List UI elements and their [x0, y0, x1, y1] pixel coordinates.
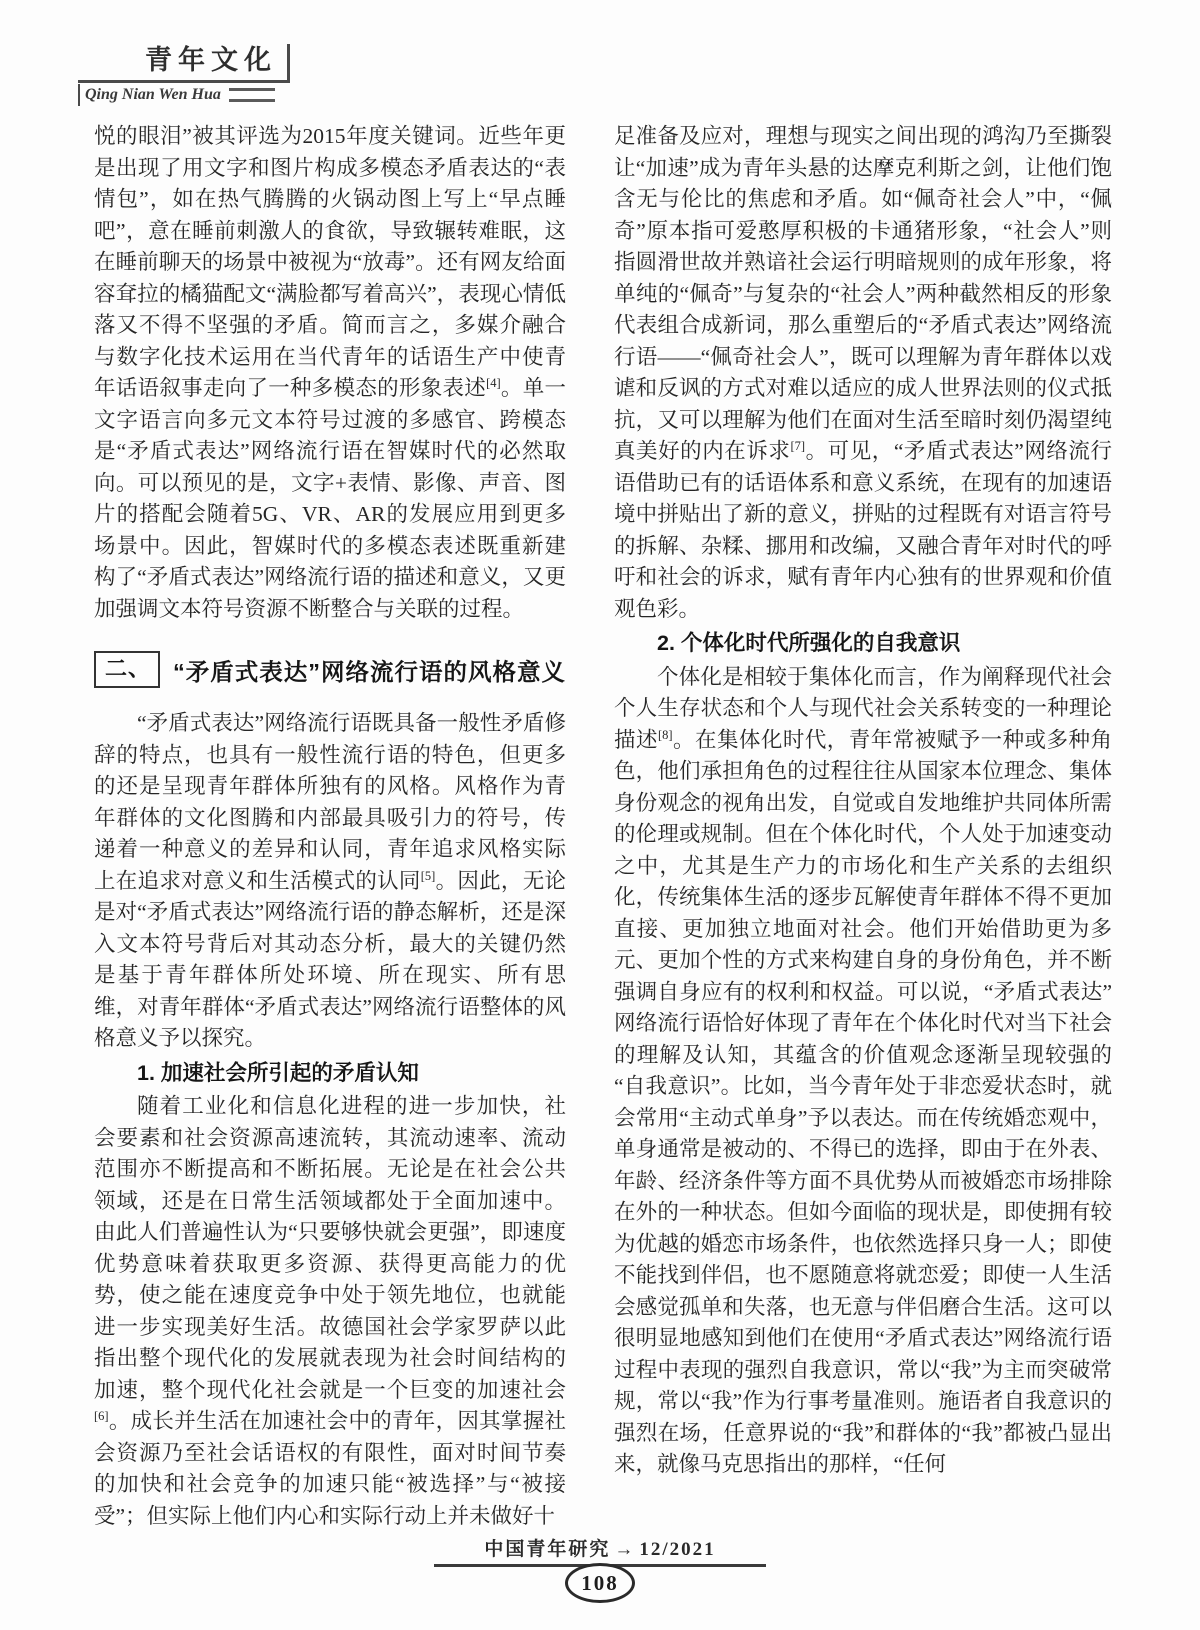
reference-superscript: [4]: [486, 375, 501, 390]
journal-section-header: [78, 44, 290, 106]
right-column: [614, 121, 1112, 1481]
footer-journal-line: [484, 1534, 715, 1561]
paragraph: 随着工业化和信息化进程的进一步加快，社会要素和社会资源高速流转，其流动速率、流动范围亦不断提高和不断拓展。无论是在社会公共领域，还是在日常生活领域都处于全面加速中。由此人们普遍性认为“只要够快就会更强”，即速度优势意味着获取更多资源、获得更高能力的优势，使之能在速度竞争中处于领先地位，也就能进一步实现美好生活。故德国社会学家罗萨以此指出整个现代化的发展就表现为社会时间结构的加速，整个现代化社会就是一个巨变的加速社会[6]。成长并生活在加速社会中的青年，因其掌握社会资源乃至社会话语权的有限性，面对时间节奏的加快和社会竞争的加速只能“被选择”与“被接受”；但实际上他们内心和实际行动上并未做好十: [94, 1094, 566, 1528]
decorative-double-lines: [229, 88, 275, 102]
subheading: 1. 加速社会所引起的矛盾认知: [137, 1060, 419, 1085]
section-title-chinese: 青年文化: [78, 44, 290, 83]
reference-superscript: [8]: [657, 727, 673, 742]
section-title-pinyin: Qing Nian Wen Hua: [85, 85, 221, 103]
journal-name: 中国青年研究: [484, 1539, 611, 1560]
section-heading: [94, 651, 566, 688]
reference-superscript: [6]: [94, 1409, 109, 1424]
footer-arrow-icon: →: [614, 1539, 636, 1560]
paragraph: 足准备及应对，理想与现实之间出现的鸿沟乃至撕裂让“加速”成为青年头悬的达摩克利斯之剑，让他们饱含无与伦比的焦虑和矛盾。如“佩奇社会人”中，“佩奇”原本指可爱憨厚积极的卡通猪形象，“社会人”则指圆滑世故并熟谙社会运行明暗规则的成年形象，将单纯的“佩奇”与复杂的“社会人”两种截然相反的形象代表组合成新词，那么重塑后的“矛盾式表达”网络流行语——“佩奇社会人”，既可以理解为青年群体以戏谑和反讽的方式对难以适应的成人世界法则的仪式抵抗，又可以理解为他们在面对生活至暗时刻仍渴望纯真美好的内在诉求[7]。可见，“矛盾式表达”网络流行语借助已有的话语体系和意义系统，在现有的加速语境中拼贴出了新的意义，拼贴的过程既有对语言符号的拆解、杂糅、挪用和改编，又融合青年对时代的呼吁和社会的诉求，赋有青年内心独有的世界观和价值观色彩。: [614, 124, 1112, 621]
page-number-oval: [565, 1563, 635, 1603]
section-number-box: 二、: [94, 651, 160, 688]
section-heading-title: “矛盾式表达”网络流行语的风格意义: [173, 658, 567, 685]
page-number: 108: [581, 1570, 619, 1595]
subheading: 2. 个体化时代所强化的自我意识: [657, 631, 961, 655]
left-column: [94, 121, 566, 1532]
paragraph: 悦的眼泪”被其评选为2015年度关键词。近些年更是出现了用文字和图片构成多模态矛盾表达的“表情包”，如在热气腾腾的火锅动图上写上“早点睡吧”，意在睡前刺激人的食欲，导致辗转难眠，这在睡前聊天的场景中被视为“放毒”。还有网友给面容耷拉的橘猫配文“满脸都写着高兴”，表现心情低落又不得不坚强的矛盾。简而言之，多媒介融合与数字化技术运用在当代青年的话语生产中使青年话语叙事走向了一种多模态的形象表述[4]。单一文字语言向多元文本符号过渡的多感官、跨模态是“矛盾式表达”网络流行语在智媒时代的必然取向。可以预见的是，文字+表情、影像、声音、图片的搭配会随着5G、VR、AR的发展应用到更多场景中。因此，智媒时代的多模态表述既重新建构了“矛盾式表达”网络流行语的描述和意义，又更加强调文本符号资源不断整合与关联的过程。: [94, 124, 566, 621]
section-title-pinyin-row: [78, 84, 290, 106]
paragraph: 个体化是相较于集体化而言，作为阐释现代社会个人生存状态和个人与现代社会关系转变的一种理论描述[8]。在集体化时代，青年常被赋予一种或多种角色，他们承担角色的过程往往从国家本位理念、集体身份观念的视角出发，自觉或自发地维护共同体所需的伦理或规制。但在个体化时代，个人处于加速变动之中，尤其是生产力的市场化和生产关系的去组织化，传统集体生活的逐步瓦解使青年群体不得不更加直接、更加独立地面对社会。他们开始借助更为多元、更加个性的方式来构建自身的身份角色，并不断强调自身应有的权利和权益。可以说，“矛盾式表达”网络流行语恰好体现了青年在个体化时代对当下社会的理解及认知，其蕴含的价值观念逐渐呈现较强的“自我意识”。比如，当今青年处于非恋爱状态时，就会常用“主动式单身”予以表达。而在传统婚恋观中，单身通常是被动的、不得已的选择，即由于在外表、年龄、经济条件等方面不具优势从而被婚恋市场排除在外的一种状态。但如今面临的现状是，即使拥有较为优越的婚恋市场条件，也依然选择只身一人；即使不能找到伴侣，也不愿随意将就恋爱；即使一人生活会感觉孤单和失落，也无意与伴侣磨合生活。这可以很明显地感知到他们在使用“矛盾式表达”网络流行语过程中表现的强烈自我意识，常以“我”为主而突破常规，常以“我”作为行事考量准则。施语者自我意识的强烈在场，任意界说的“我”和群体的“我”都被凸显出来，就像马克思指出的那样，“任何: [614, 664, 1112, 1476]
page-footer: [0, 1534, 1200, 1603]
issue-number: 12/2021: [639, 1539, 716, 1560]
reference-superscript: [5]: [420, 868, 436, 883]
reference-superscript: [7]: [790, 438, 806, 453]
paragraph: “矛盾式表达”网络流行语既具备一般性矛盾修辞的特点，也具有一般性流行语的特色，但更多的还是呈现青年群体所独有的风格。风格作为青年群体的文化图腾和内部最具吸引力的符号，传递着一种意义的差异和认同，青年追求风格实际上在追求对意义和生活模式的认同[5]。因此，无论是对“矛盾式表达”网络流行语的静态解析，还是深入文本符号背后对其动态分析，最大的关键仍然是基于青年群体所处环境、所在现实、所有思维，对青年群体“矛盾式表达”网络流行语整体的风格意义予以探究。: [94, 711, 566, 1051]
